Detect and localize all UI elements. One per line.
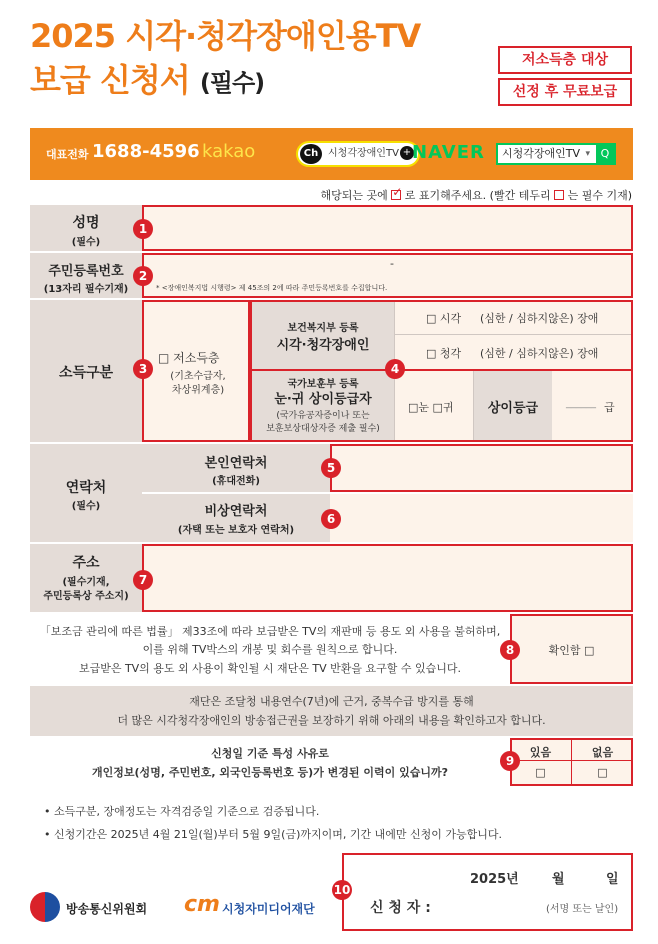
name-sub: (필수)	[71, 237, 101, 248]
check-icon	[391, 185, 403, 200]
mpva-small: 국가보훈부 등록	[287, 379, 359, 390]
consent-line2: 이를 위해 TV박스의 개봉 및 회수를 원칙으로 합니다.	[142, 643, 398, 656]
kakao-logo: kakao	[202, 141, 256, 162]
divider	[395, 334, 631, 335]
rrn-dash: -	[390, 257, 394, 270]
title-required: (필수)	[199, 69, 265, 97]
signature-box[interactable]	[342, 853, 633, 931]
org2-name: 시청자미디어재단	[222, 902, 315, 916]
badge-low-income: 저소득층 대상	[498, 46, 632, 74]
title-main: 보급 신청서	[30, 61, 190, 99]
rrn-label: 주민등록번호	[48, 264, 124, 279]
change-line1: 신청일 기준 특성 사유로	[211, 747, 329, 760]
income-label: 소득구분	[58, 365, 114, 381]
own-contact-border	[330, 444, 633, 492]
own-contact-sub: (휴대전화)	[212, 476, 260, 487]
mpva-sub1: (국가유공자증이나 또는	[276, 411, 370, 421]
change-line2: 개인정보(성명, 주민번호, 외국인등록번호 등)가 변경된 이력이 있습니까?	[92, 766, 448, 779]
search-icon[interactable]: Q	[596, 145, 614, 163]
number-badge-2: 2	[133, 266, 153, 286]
foundation-note-line1: 재단은 조달청 내용연수(7년)에 근거, 중복수급 방지를 통해	[189, 695, 474, 708]
note-2: • 신청기간은 2025년 4월 21일(월)부터 5월 9일(금)까지이며, 기간 내에만 신청이 가능합니다.	[44, 828, 503, 841]
consent-line1: 「보조금 관리에 따른 법률」 제33조에 따라 보급받은 TV의 재판매 등 용도 외 사용을 불허하며,	[39, 625, 501, 638]
address-sub2: 주민등록상 주소지)	[43, 591, 129, 602]
low-income-sub2: 차상위계층)	[171, 385, 225, 396]
number-badge-7: 7	[133, 570, 153, 590]
address-sub1: (필수기재,	[62, 577, 110, 588]
number-badge-9: 9	[500, 751, 520, 771]
signature-month: 월	[552, 872, 565, 887]
cmf-logo-icon: cm	[184, 892, 220, 917]
check-mark: ✓	[392, 185, 403, 199]
name-required-border	[142, 205, 633, 251]
address-border	[142, 544, 633, 612]
mohw-small: 보건복지부 등록	[287, 323, 359, 334]
divider	[512, 760, 631, 761]
hearing-grade: (심한 / 심하지않은) 장애	[480, 347, 599, 360]
number-badge-4: 4	[385, 359, 405, 379]
number-badge-10: 10	[332, 880, 352, 900]
phone-number[interactable]: 1688-4596	[92, 141, 200, 162]
kakao-channel-name: 시청각장애인TV	[328, 148, 399, 159]
mpva-sub2: 보훈보상대상자증 제출 필수)	[266, 424, 380, 434]
red-box-icon	[554, 190, 564, 200]
rrn-sub: (13자리 필수기재)	[43, 284, 129, 295]
grade-blank[interactable]: ______	[566, 398, 596, 409]
change-no-label: 없음	[591, 746, 614, 759]
badge-free: 선정 후 무료보급	[498, 78, 632, 106]
own-contact-label: 본인연락처	[204, 456, 268, 471]
naver-search-box[interactable]	[496, 143, 616, 165]
kcc-logo-icon	[30, 892, 60, 922]
low-income-sub1: (기초수급자,	[170, 371, 226, 382]
kakao-ch-icon: Ch	[300, 144, 322, 164]
title-line1: 2025 시각·청각장애인용TV	[30, 17, 421, 55]
signature-hint: (서명 또는 날인)	[546, 904, 619, 915]
grade-unit: 급	[604, 401, 615, 414]
contact-sub: (필수)	[71, 501, 101, 512]
emergency-label: 비상연락처	[204, 504, 268, 519]
consent-confirm-checkbox[interactable]: 확인함 □	[548, 644, 595, 657]
change-yes-checkbox[interactable]: □	[535, 766, 546, 779]
number-badge-5: 5	[321, 458, 341, 478]
rrn-note: * <장애인복지법 시행령> 제 45조의 2에 따라 주민등록번호를 수집합니다.	[156, 284, 388, 292]
address-label: 주소	[72, 555, 100, 571]
title-line2	[30, 62, 264, 101]
signature-year: 2025년	[470, 872, 519, 887]
hearing-checkbox[interactable]: □ 청각	[426, 347, 462, 360]
name-label: 성명	[72, 215, 100, 231]
number-badge-6: 6	[321, 509, 341, 529]
naver-query: 시청각장애인TV	[502, 147, 580, 160]
emergency-input[interactable]	[330, 494, 633, 542]
eye-ear-checkbox[interactable]: □눈 □귀	[408, 401, 454, 414]
number-badge-1: 1	[133, 219, 153, 239]
sight-checkbox[interactable]: □ 시각	[426, 312, 462, 325]
phone-label: 대표전화	[46, 148, 89, 161]
number-badge-8: 8	[500, 640, 520, 660]
change-no-checkbox[interactable]: □	[597, 766, 608, 779]
contact-label: 연락처	[65, 480, 107, 496]
org1-name: 방송통신위원회	[66, 902, 148, 916]
change-yes-label: 있음	[529, 746, 552, 759]
low-income-checkbox[interactable]: □ 저소득층	[158, 351, 220, 365]
mohw-big: 시각·청각장애인	[276, 338, 370, 353]
dropdown-arrow-icon: ▾	[585, 149, 590, 159]
signature-day: 일	[606, 872, 619, 887]
plus-icon: +	[400, 146, 414, 160]
contact-bar	[30, 128, 633, 180]
sight-grade: (심한 / 심하지않은) 장애	[480, 312, 599, 325]
foundation-note-line2: 더 많은 시각청각장애인의 방송접근권을 보장하기 위해 아래의 내용을 확인하고자 합니다.	[117, 714, 546, 727]
mpva-big: 눈·귀 상이등급자	[274, 392, 372, 407]
kakao-channel-pill[interactable]	[296, 141, 420, 167]
legend-end: 는 필수 기재)	[567, 189, 632, 202]
grade-label: 상이등급	[487, 401, 539, 416]
legend-before: 해당되는 곳에	[320, 189, 388, 202]
consent-line3: 보급받은 TV의 용도 외 사용이 확인될 시 재단은 TV 반환을 요구할 수 있습니다.	[78, 662, 462, 675]
number-badge-3: 3	[133, 359, 153, 379]
emergency-sub: (자택 또는 보호자 연락처)	[177, 525, 295, 536]
legend	[321, 187, 632, 203]
applicant-label: 신 청 자 :	[370, 900, 431, 916]
legend-after: 로 표기해주세요. (빨간 테두리	[404, 189, 551, 202]
naver-logo: NAVER	[412, 142, 485, 163]
note-1: • 소득구분, 장애정도는 자격검증일 기준으로 검증됩니다.	[44, 805, 320, 818]
